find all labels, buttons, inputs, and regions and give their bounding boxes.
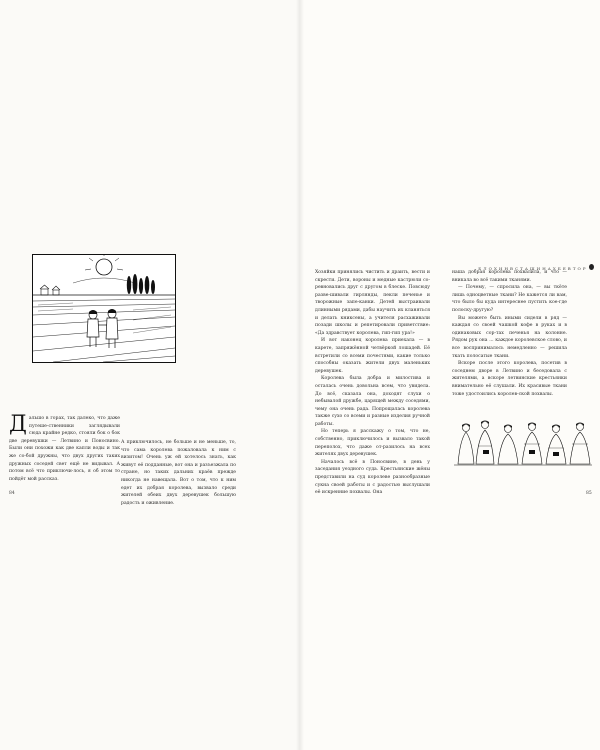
running-head: Б Л О Х И Н В С Т А Ш И Н А Х Б Е В Т О Р [478,266,586,271]
coffee-women-drawing [452,410,594,466]
right-page-number: 85 [586,491,592,496]
right-column-2 [452,269,567,398]
paragraph: Хозяйки принялись чистить и драить, вести и скрести. Дети, вороны и медные кастрюли со-ревновались друг с другом в блеске. Повсюду разве-шивали гирлянды, пекли печенье и творожные запе-канки. Детей выстраивали длинными рядами, дабы научить их кланяться и делать книксены, а учителя расхаживали позади школы и репетировали приветствие: «Да здравствует королева, гип-гип ура!» [315,270,430,336]
paragraph-text: альшо в горах, так далеко, что даже путеше-ственники заглядывали сюда крайне редко, стояли бок о бок две деревушки — Летвино и Поносвино. Были они похожи как две капли воды и так же со-бой дружны, что двух других таких дружных соседей свет ещё не видывал. А потом всё что приключи-лось, я об этом то пойдёт мой рассказ. [9,416,120,482]
left-page-number: 84 [9,491,15,496]
paragraph: Королева была добра и милостива и осталась очень довольна всем, что увидела. До всё, сказала она, доходят слухи о небывалой дружбе, царящей между соседями, чему она очень рада. Попрощалась королева также сухо со всеми и разные изделия ручной работы. [315,376,430,427]
left-column-1 [9,412,120,483]
landscape-illustration [32,254,176,363]
paragraph: Началось всё в Поносвине, в день у заседания уездного суда. Крестьянские жёны представили на суд королеве разнообразные сукна своей работы и с радостью выслушали её искренние похвалы. Она [315,459,430,496]
paragraph [9,412,120,483]
drop-cap: Д [9,412,27,437]
paragraph: Вы можете быть иными сидели в ряд — каждая со своей чашкой кофе в руках и в одинаковых сор-тах печенья на колонне. Рядом рук она ... каждое королевское слово, и все воспринималось немедленно — решила ткать полосатые ткани. [452,315,567,359]
book-gutter [296,0,304,750]
right-column-1 [315,269,430,497]
paragraph: А приключилось, не больше и не меньше, то, что сама королева пожаловала к ним с визитом! Очень уж ей хотелось знать, как живут её подданные, вот она и разъезжала по стране, но таких дальних краёв прежде никогда не навещала. Вот о том, что к ним едет их добрая королева, вызвало среди жителей обеих двух деревушек большую радость и оживление. [121,440,236,506]
landscape-drawing [33,255,175,362]
ornament-icon [589,264,594,270]
paragraph: — Почему, — спросила она, — вы ткёте лишь одноцветные ткани? Не кажется ли вам, что было бы куда интереснее пустить кое-где полоску-другую? [452,285,567,313]
left-column-2 [121,439,236,507]
paragraph: наша добрая королева похвалила, и что — вникала во всё такими тканями. [452,270,567,283]
paragraph: Вскоре после этого королева, посетив в соседнем дворе в Летвино и беседовала с жителями, а вскоре летвинские крестьянки внимательно её слушали. Их красивые ткани тоже удостоились королев-ской похвалы. [452,361,567,397]
right-page [300,0,600,750]
coffee-women-illustration [452,410,594,466]
paragraph: Но теперь я расскажу о том, что не, собственно, приключилось и вызвало такой переполох, что даже от-разилось на всех жителях двух деревушек. [315,429,430,458]
paragraph: И вот наконец королева приехала — в карете, запряжённой четвёркой лошадей. Её встретили со всеми почестями, какие только способны оказать жители двух маленьких деревушек. [315,338,430,374]
